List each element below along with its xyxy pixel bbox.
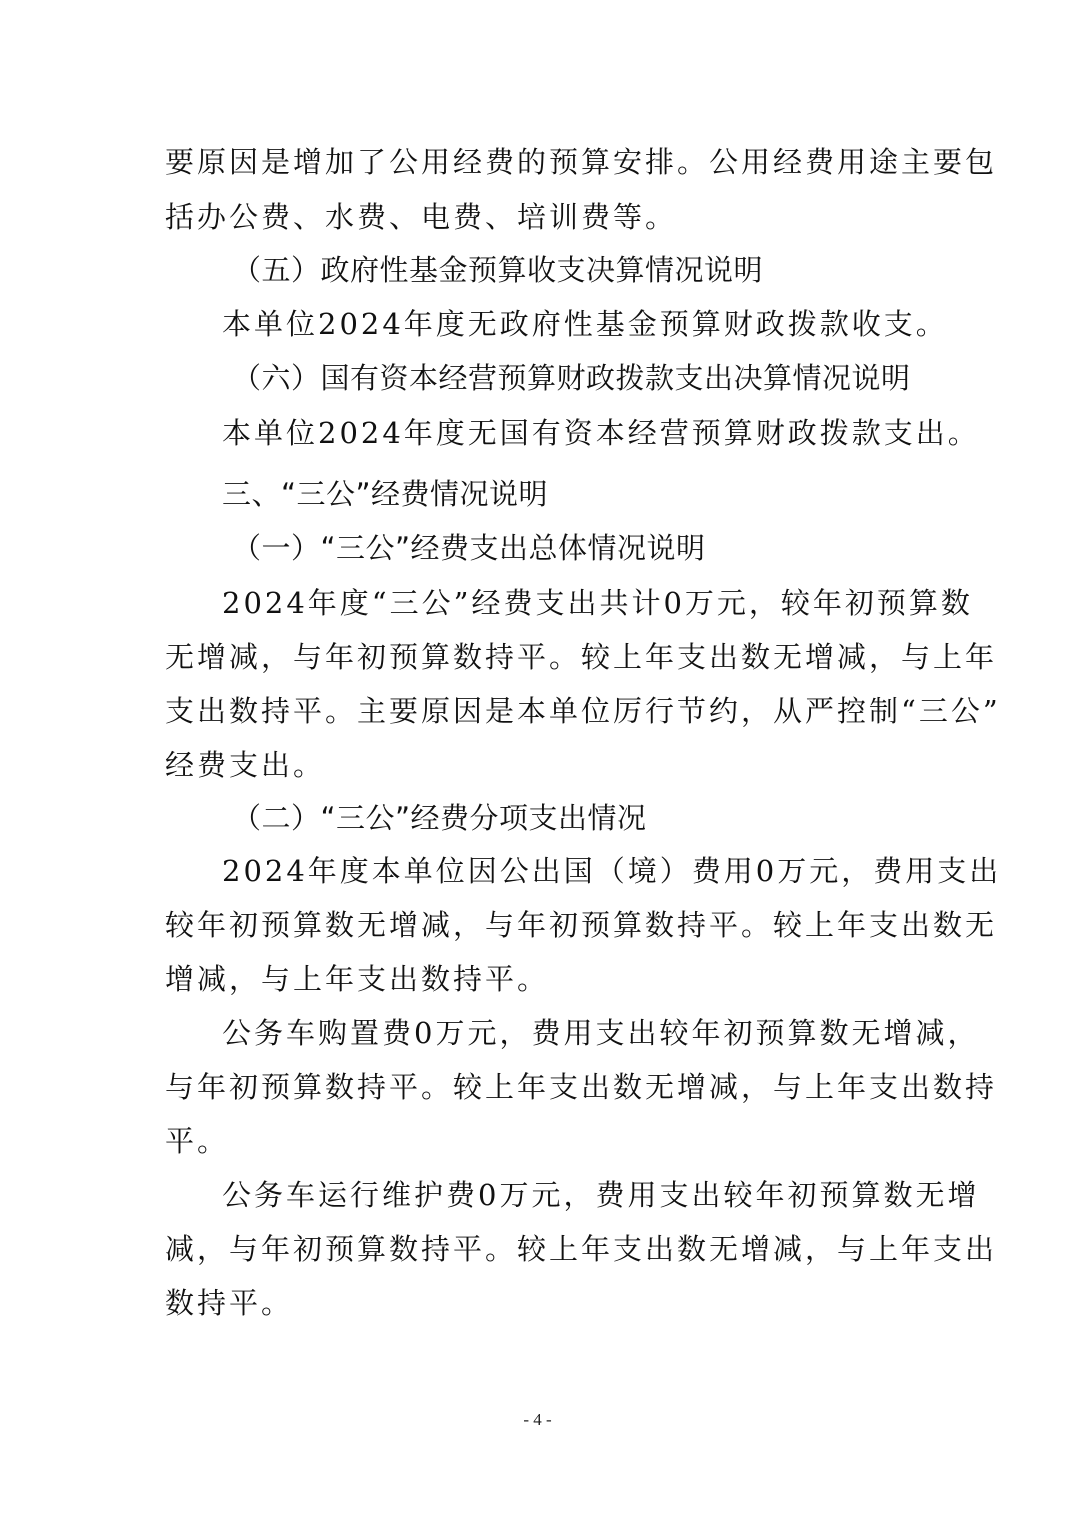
paragraph-line: 2024年度本单位因公出国（境）费用0万元，费用支出 (222, 854, 1002, 888)
section-heading-3-1: （一）“三公”经费支出总体情况说明 (232, 531, 706, 565)
paragraph-line: 括办公费、水费、电费、培训费等。 (165, 200, 678, 234)
paragraph-line: 要原因是增加了公用经费的预算安排。公用经费用途主要包 (165, 145, 998, 179)
paragraph-line: 公务车购置费0万元，费用支出较年初预算数无增减， (222, 1016, 980, 1050)
chapter-heading-3: 三、“三公”经费情况说明 (222, 477, 549, 511)
paragraph-line: 本单位2024年度无政府性基金预算财政拨款收支。 (222, 307, 948, 341)
paragraph-line: 支出数持平。主要原因是本单位厉行节约，从严控制“三公” (165, 694, 1001, 728)
paragraph-line: 2024年度“三公”经费支出共计0万元，较年初预算数 (222, 586, 973, 620)
paragraph-line: 较年初预算数无增减，与年初预算数持平。较上年支出数无 (165, 908, 998, 942)
page-number: - 4 - (523, 1410, 552, 1429)
paragraph-line: 平。 (165, 1124, 230, 1158)
paragraph-line: 经费支出。 (165, 748, 326, 782)
paragraph-line: 无增减，与年初预算数持平。较上年支出数无增减，与上年 (165, 640, 998, 674)
section-heading-6: （六）国有资本经营预算财政拨款支出决算情况说明 (232, 361, 911, 395)
paragraph-line: 增减，与上年支出数持平。 (165, 962, 550, 996)
paragraph-line: 数持平。 (165, 1286, 294, 1320)
section-heading-5: （五）政府性基金预算收支决算情况说明 (232, 253, 764, 287)
section-heading-3-2: （二）“三公”经费分项支出情况 (232, 801, 647, 835)
paragraph-line: 公务车运行维护费0万元，费用支出较年初预算数无增 (222, 1178, 980, 1212)
paragraph-line: 减，与年初预算数持平。较上年支出数无增减，与上年支出 (165, 1232, 998, 1266)
paragraph-line: 本单位2024年度无国有资本经营预算财政拨款支出。 (222, 416, 980, 450)
paragraph-line: 与年初预算数持平。较上年支出数无增减，与上年支出数持 (165, 1070, 998, 1104)
